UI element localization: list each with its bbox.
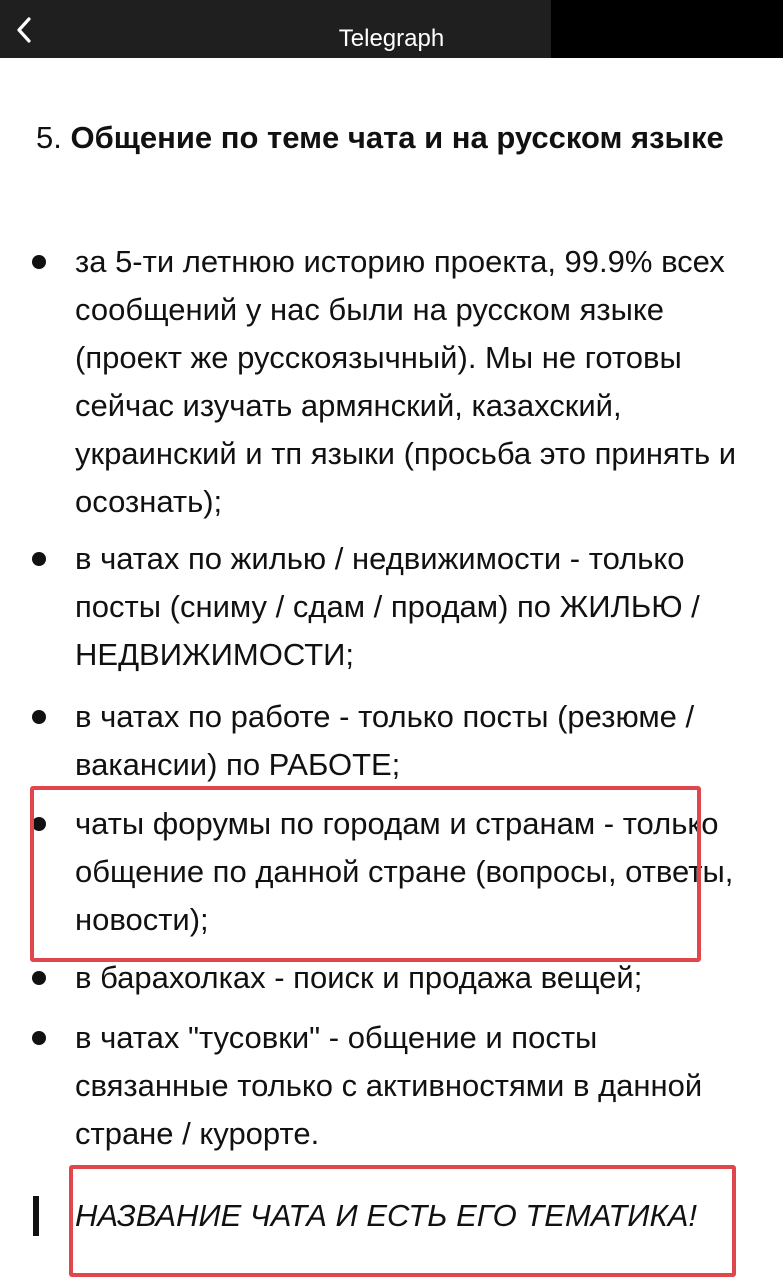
top-bar bbox=[0, 0, 783, 58]
bullet-dot bbox=[32, 971, 46, 985]
bullet-dot bbox=[32, 255, 46, 269]
title-bar-right bbox=[551, 0, 783, 58]
list-item-text: за 5-ти летнюю историю проекта, 99.9% всех сообщений у нас были на русском языке (проект же русскоязычный). Мы не готовы сейчас изучать армянский, казахский, украинский и тп языки (просьба это принять и осознать); bbox=[75, 244, 737, 519]
list-item-text: чаты форумы по городам и странам - только общение по данной стране (вопросы, ответы, новости); bbox=[75, 806, 734, 937]
list-item-text: в чатах по работе - только посты (резюме / вакансии) по РАБОТЕ; bbox=[75, 699, 695, 782]
bullet-dot bbox=[32, 1031, 46, 1045]
highlight-box-forums bbox=[30, 786, 701, 962]
back-button[interactable] bbox=[6, 12, 42, 48]
bullet-dot bbox=[32, 710, 46, 724]
bullet-dot bbox=[32, 552, 46, 566]
page-title: Telegraph bbox=[338, 25, 445, 52]
list-item-text: в чатах по жилью / недвижимости - только посты (сниму / сдам / продам) по ЖИЛЬЮ / НЕДВИЖИМОСТИ; bbox=[75, 541, 700, 672]
highlight-box-quote bbox=[69, 1165, 736, 1277]
section-heading bbox=[36, 114, 736, 162]
heading-number: 5. bbox=[36, 120, 62, 155]
list-item-text: в чатах "тусовки" - общение и посты связанные только с активностями в данной стране / курорте. bbox=[75, 1020, 703, 1151]
list-item-text: в барахолках - поиск и продажа вещей; bbox=[75, 960, 643, 995]
chevron-left-icon bbox=[14, 16, 34, 44]
blockquote-text: НАЗВАНИЕ ЧАТА И ЕСТЬ ЕГО ТЕМАТИКА! bbox=[75, 1198, 698, 1233]
blockquote-bar bbox=[33, 1196, 39, 1236]
title-bar bbox=[0, 0, 551, 58]
heading-text: Общение по теме чата и на русском языке bbox=[70, 120, 724, 155]
